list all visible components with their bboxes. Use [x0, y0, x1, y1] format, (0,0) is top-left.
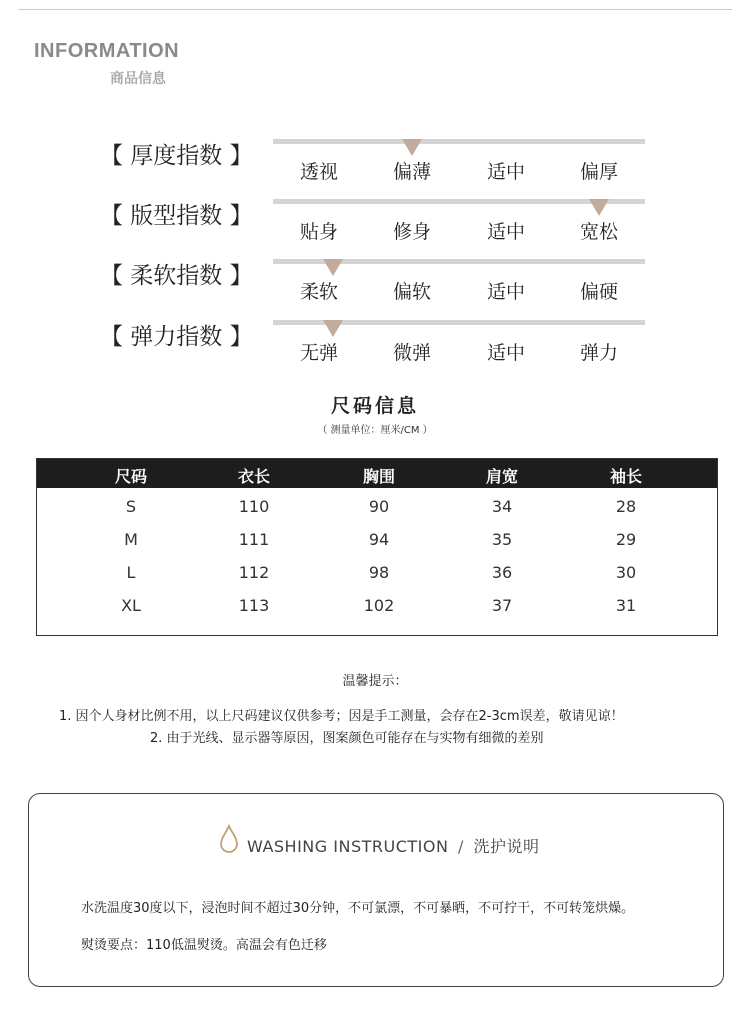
washing-title-separator: /: [458, 837, 464, 856]
table-cell: 28: [615, 497, 637, 516]
tip-line-1: 1. 因个人身材比例不用，以上尺码建议仅供参考；因是手工测量，会存在2-3cm误差，敬请见谅！: [59, 709, 624, 724]
index-option: 宽松: [579, 221, 618, 243]
table-header-cell: 肩宽: [485, 467, 518, 486]
section-subtitle: 商品信息: [110, 71, 166, 87]
index-option: 无弹: [299, 342, 338, 364]
table-header: [37, 459, 717, 488]
index-label: 【 弹力指数 】: [100, 324, 253, 350]
index-row: [0, 320, 750, 380]
index-option: 适中: [486, 342, 525, 364]
table-cell: 113: [238, 596, 270, 615]
index-label: 【 厚度指数 】: [100, 143, 253, 169]
washing-instruction-box: [28, 793, 724, 987]
table-cell: 34: [491, 497, 513, 516]
top-divider: [18, 9, 732, 10]
table-cell: L: [126, 563, 136, 582]
table-cell: 111: [238, 530, 270, 549]
table-header-cell: 胸围: [362, 467, 395, 486]
tip-line-2: 2. 由于光线、显示器等原因，图案颜色可能存在与实物有细微的差别: [150, 731, 544, 746]
table-cell: 110: [238, 497, 270, 516]
index-option: 弹力: [579, 342, 618, 364]
index-label: 【 版型指数 】: [100, 203, 253, 229]
table-cell: 90: [368, 497, 390, 516]
index-row: [0, 259, 750, 319]
table-cell: 36: [491, 563, 513, 582]
table-cell: 98: [368, 563, 390, 582]
table-row: [37, 491, 717, 524]
washing-line-2: 熨烫要点：110低温熨烫。高温会有色迁移: [81, 938, 327, 953]
table-cell: 112: [238, 563, 270, 582]
table-cell: 102: [363, 596, 395, 615]
index-label: 【 柔软指数 】: [100, 263, 253, 289]
index-row: [0, 139, 750, 199]
table-header-cell: 衣长: [237, 467, 270, 486]
table-header-cell: 袖长: [609, 467, 642, 486]
washing-title-en: WASHING INSTRUCTION: [247, 837, 449, 856]
index-option: 适中: [486, 221, 525, 243]
washing-title: [247, 834, 540, 857]
table-row: [37, 524, 717, 557]
table-cell: 37: [491, 596, 513, 615]
table-cell: 35: [491, 530, 513, 549]
size-info-title: 尺码信息: [330, 395, 419, 417]
section-title: INFORMATION: [34, 40, 180, 62]
table-cell: M: [124, 530, 138, 549]
water-drop-icon: [219, 824, 239, 854]
table-cell: 30: [615, 563, 637, 582]
index-option: 修身: [392, 221, 431, 243]
index-marker-icon: [323, 259, 343, 276]
index-option: 微弹: [392, 342, 431, 364]
index-option: 柔软: [299, 281, 338, 303]
index-scale-bar: [273, 139, 645, 144]
index-marker-icon: [589, 199, 609, 216]
tips-title: 温馨提示：: [342, 674, 408, 689]
table-cell: S: [125, 497, 137, 516]
washing-line-1: 水洗温度30度以下，浸泡时间不超过30分钟，不可氯漂，不可暴晒，不可拧干，不可转笼烘燥。: [81, 901, 635, 916]
table-header-cell: 尺码: [114, 467, 147, 486]
index-marker-icon: [323, 320, 343, 337]
index-option: 适中: [486, 281, 525, 303]
index-option: 偏软: [392, 281, 431, 303]
index-option: 偏厚: [579, 161, 618, 183]
index-option: 偏薄: [392, 161, 431, 183]
index-marker-icon: [402, 139, 422, 156]
size-table: [36, 458, 718, 636]
table-row: [37, 590, 717, 623]
index-option: 贴身: [299, 221, 338, 243]
table-cell: XL: [121, 596, 141, 615]
washing-title-cn: 洗护说明: [473, 837, 540, 856]
index-row: [0, 199, 750, 259]
table-row: [37, 557, 717, 590]
table-cell: 31: [615, 596, 637, 615]
size-unit-note: （ 测量单位：厘米/CM ）: [317, 425, 433, 436]
table-cell: 94: [368, 530, 390, 549]
index-option: 适中: [486, 161, 525, 183]
index-option: 偏硬: [579, 281, 618, 303]
table-cell: 29: [615, 530, 637, 549]
index-option: 透视: [299, 161, 338, 183]
